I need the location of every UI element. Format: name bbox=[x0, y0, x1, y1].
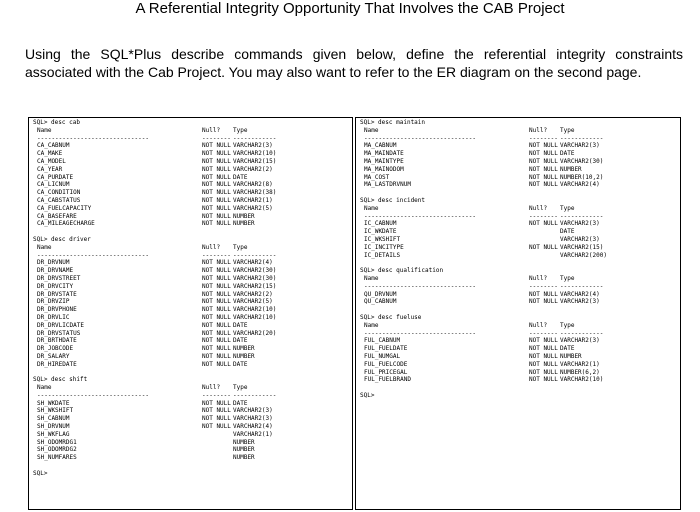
header-separator bbox=[33, 252, 352, 260]
table-row bbox=[360, 298, 680, 306]
header-name: Name bbox=[37, 384, 52, 392]
column-header-row bbox=[33, 127, 352, 135]
column-type: NUMBER bbox=[233, 345, 255, 353]
table-row bbox=[360, 166, 680, 174]
column-null: NOT NULL bbox=[202, 212, 231, 220]
column-type: NUMBER bbox=[233, 454, 255, 462]
separator-type: ------------ bbox=[233, 251, 277, 259]
column-header-row bbox=[360, 275, 680, 283]
column-type: VARCHAR2(200) bbox=[560, 251, 607, 259]
column-name: DR_DRVLIC bbox=[37, 313, 70, 321]
column-null: NOT NULL bbox=[202, 282, 231, 290]
column-header-row bbox=[33, 244, 352, 252]
column-null: NOT NULL bbox=[529, 360, 558, 368]
table-row bbox=[33, 142, 352, 150]
column-null: NOT NULL bbox=[202, 407, 231, 415]
column-null: NOT NULL bbox=[202, 306, 231, 314]
column-null: NOT NULL bbox=[202, 337, 231, 345]
column-null: NOT NULL bbox=[529, 352, 558, 360]
column-type: DATE bbox=[560, 345, 575, 353]
column-null: NOT NULL bbox=[202, 321, 231, 329]
table-row bbox=[33, 439, 352, 447]
column-null: NOT NULL bbox=[529, 376, 558, 384]
column-type: NUMBER bbox=[233, 438, 255, 446]
header-name: Name bbox=[37, 126, 52, 134]
table-row bbox=[360, 361, 680, 369]
table-row bbox=[33, 197, 352, 205]
column-type: VARCHAR2(38) bbox=[233, 189, 277, 197]
column-null: NOT NULL bbox=[529, 150, 558, 158]
table-row bbox=[33, 423, 352, 431]
column-name: SH_WKFLAG bbox=[37, 430, 70, 438]
column-null: NOT NULL bbox=[529, 181, 558, 189]
column-null: NOT NULL bbox=[202, 220, 231, 228]
separator-name: ------------------------------- bbox=[364, 282, 476, 290]
column-name: QU_CABNUM bbox=[364, 298, 397, 306]
separator-type: ------------ bbox=[560, 134, 604, 142]
header-type: Type bbox=[560, 126, 575, 134]
header-separator bbox=[33, 392, 352, 400]
column-type: VARCHAR2(4) bbox=[233, 259, 273, 267]
column-type: VARCHAR2(15) bbox=[233, 282, 277, 290]
table-row bbox=[360, 337, 680, 345]
column-type: VARCHAR2(10) bbox=[233, 306, 277, 314]
column-null: NOT NULL bbox=[202, 360, 231, 368]
column-name: DR_DRVNUM bbox=[37, 259, 70, 267]
separator-name: ------------------------------- bbox=[37, 134, 149, 142]
column-null: NOT NULL bbox=[529, 165, 558, 173]
column-type: VARCHAR2(2) bbox=[233, 165, 273, 173]
column-type: VARCHAR2(15) bbox=[560, 243, 604, 251]
header-type: Type bbox=[560, 274, 575, 282]
column-type: VARCHAR2(1) bbox=[233, 430, 273, 438]
column-type: VARCHAR2(3) bbox=[233, 407, 273, 415]
column-null: NOT NULL bbox=[202, 196, 231, 204]
header-null: Null? bbox=[202, 384, 221, 392]
sql-command: SQL> desc maintain bbox=[360, 119, 426, 126]
column-null: NOT NULL bbox=[529, 345, 558, 353]
column-name: CA_CABNUM bbox=[37, 142, 70, 150]
column-type: DATE bbox=[560, 150, 575, 158]
header-null: Null? bbox=[202, 126, 221, 134]
column-null: NOT NULL bbox=[202, 173, 231, 181]
header-null: Null? bbox=[529, 321, 548, 329]
table-row bbox=[33, 446, 352, 454]
column-type: VARCHAR2(1) bbox=[233, 196, 273, 204]
table-row bbox=[33, 174, 352, 182]
column-type: VARCHAR2(30) bbox=[560, 157, 604, 165]
column-null: NOT NULL bbox=[202, 267, 231, 275]
header-name: Name bbox=[364, 274, 379, 282]
separator-null: -------- bbox=[202, 134, 231, 142]
table-row bbox=[360, 369, 680, 377]
column-type: VARCHAR2(20) bbox=[233, 329, 277, 337]
column-name: MA_MAINDATE bbox=[364, 150, 404, 158]
column-type: VARCHAR2(5) bbox=[233, 204, 273, 212]
header-null: Null? bbox=[529, 274, 548, 282]
table-row bbox=[33, 150, 352, 158]
column-type: VARCHAR2(3) bbox=[233, 142, 273, 150]
column-type: NUMBER bbox=[233, 446, 255, 454]
header-type: Type bbox=[560, 321, 575, 329]
header-separator bbox=[360, 135, 680, 143]
column-type: VARCHAR2(15) bbox=[233, 157, 277, 165]
column-type: NUMBER(6,2) bbox=[560, 368, 600, 376]
table-row bbox=[33, 322, 352, 330]
table-row bbox=[360, 174, 680, 182]
separator-type: ------------ bbox=[233, 134, 277, 142]
column-type: VARCHAR2(3) bbox=[560, 220, 600, 228]
column-null: NOT NULL bbox=[202, 313, 231, 321]
column-name: CA_MILEAGECHARGE bbox=[37, 220, 95, 228]
column-name: DR_DRVPHONE bbox=[37, 306, 77, 314]
column-name: SH_ODOMRDG1 bbox=[37, 438, 77, 446]
separator-null: -------- bbox=[202, 391, 231, 399]
sql-prompt: SQL> bbox=[360, 391, 375, 399]
header-type: Type bbox=[560, 204, 575, 212]
column-name: IC_INCITYPE bbox=[364, 243, 404, 251]
blank-line bbox=[33, 462, 352, 470]
column-type: VARCHAR2(3) bbox=[560, 337, 600, 345]
table-row bbox=[33, 283, 352, 291]
table-row bbox=[33, 407, 352, 415]
separator-null: -------- bbox=[529, 329, 558, 337]
table-row bbox=[33, 431, 352, 439]
table-row bbox=[360, 291, 680, 299]
column-type: VARCHAR2(1) bbox=[560, 360, 600, 368]
table-row bbox=[33, 220, 352, 228]
column-name: CA_FUELCAPACITY bbox=[37, 204, 92, 212]
column-name: DR_BRTHDATE bbox=[37, 337, 77, 345]
column-type: VARCHAR2(10) bbox=[233, 313, 277, 321]
column-null: NOT NULL bbox=[202, 399, 231, 407]
column-type: VARCHAR2(3) bbox=[233, 415, 273, 423]
table-row bbox=[33, 166, 352, 174]
column-name: MA_MAINODOM bbox=[364, 165, 404, 173]
header-type: Type bbox=[233, 243, 248, 251]
column-type: VARCHAR2(3) bbox=[560, 235, 600, 243]
column-null: NOT NULL bbox=[202, 329, 231, 337]
column-name: DR_DRVSTREET bbox=[37, 274, 81, 282]
table-row bbox=[33, 415, 352, 423]
column-type: NUMBER bbox=[233, 352, 255, 360]
column-null: NOT NULL bbox=[529, 243, 558, 251]
column-type: DATE bbox=[233, 321, 248, 329]
column-name: CA_PURDATE bbox=[37, 173, 74, 181]
table-row bbox=[33, 259, 352, 267]
column-type: DATE bbox=[233, 337, 248, 345]
column-type: DATE bbox=[560, 228, 575, 236]
sql-command: SQL> desc fueluse bbox=[360, 313, 422, 321]
blank-line bbox=[360, 306, 680, 314]
table-row bbox=[360, 142, 680, 150]
column-name: DR_JOBCODE bbox=[37, 345, 74, 353]
table-row bbox=[360, 252, 680, 260]
column-null: NOT NULL bbox=[202, 150, 231, 158]
column-null: NOT NULL bbox=[529, 290, 558, 298]
header-name: Name bbox=[37, 243, 52, 251]
sql-command: SQL> desc incident bbox=[360, 196, 426, 204]
column-null: NOT NULL bbox=[529, 368, 558, 376]
table-row bbox=[33, 158, 352, 166]
column-name: DR_DRVLICDATE bbox=[37, 321, 84, 329]
separator-type: ------------ bbox=[560, 282, 604, 290]
column-name: MA_MAINTYPE bbox=[364, 157, 404, 165]
column-name: QU_DRVNUM bbox=[364, 290, 397, 298]
header-separator bbox=[360, 213, 680, 221]
column-name: CA_LICNUM bbox=[37, 181, 70, 189]
column-name: DR_DRVSTATE bbox=[37, 290, 77, 298]
column-null: NOT NULL bbox=[529, 337, 558, 345]
table-row bbox=[33, 330, 352, 338]
page-title: A Referential Integrity Opportunity That Involves the CAB Project bbox=[135, 0, 565, 17]
intro-paragraph: Using the SQL*Plus describe commands given below, define the referential integrity constraints associated with the Cab Project. You may also want to refer to the ER diagram on the second page. bbox=[25, 46, 683, 80]
header-name: Name bbox=[364, 126, 379, 134]
column-null: NOT NULL bbox=[529, 220, 558, 228]
column-type: VARCHAR2(8) bbox=[233, 181, 273, 189]
separator-type: ------------ bbox=[560, 329, 604, 337]
column-null: NOT NULL bbox=[202, 204, 231, 212]
table-row bbox=[360, 345, 680, 353]
column-null: NOT NULL bbox=[202, 157, 231, 165]
column-null: NOT NULL bbox=[529, 157, 558, 165]
separator-name: ------------------------------- bbox=[364, 212, 476, 220]
separator-null: -------- bbox=[202, 251, 231, 259]
column-null: NOT NULL bbox=[529, 142, 558, 150]
table-row bbox=[33, 275, 352, 283]
column-type: VARCHAR2(3) bbox=[560, 298, 600, 306]
column-header-row bbox=[33, 384, 352, 392]
sql-prompt: SQL> bbox=[33, 469, 48, 477]
table-row bbox=[33, 267, 352, 275]
column-name: CA_CABSTATUS bbox=[37, 196, 81, 204]
column-null: NOT NULL bbox=[529, 173, 558, 181]
table-row bbox=[360, 376, 680, 384]
column-header-row bbox=[360, 322, 680, 330]
column-name: FUL_FUELDATE bbox=[364, 345, 408, 353]
table-row bbox=[33, 205, 352, 213]
separator-name: ------------------------------- bbox=[364, 329, 476, 337]
header-separator bbox=[360, 283, 680, 291]
header-name: Name bbox=[364, 321, 379, 329]
column-name: CA_CONDITION bbox=[37, 189, 81, 197]
blank-line bbox=[360, 259, 680, 267]
column-name: CA_BASEFARE bbox=[37, 212, 77, 220]
column-type: VARCHAR2(3) bbox=[560, 142, 600, 150]
column-name: SH_NUMFARES bbox=[37, 454, 77, 462]
table-row bbox=[33, 345, 352, 353]
column-name: MA_LASTDRVNUM bbox=[364, 181, 411, 189]
table-row bbox=[33, 306, 352, 314]
separator-null: -------- bbox=[529, 212, 558, 220]
table-row bbox=[360, 181, 680, 189]
column-name: IC_DETAILS bbox=[364, 251, 401, 259]
column-name: IC_CABNUM bbox=[364, 220, 397, 228]
column-null: NOT NULL bbox=[202, 423, 231, 431]
column-header-row bbox=[360, 205, 680, 213]
column-name: MA_CABNUM bbox=[364, 142, 397, 150]
table-row bbox=[33, 213, 352, 221]
column-null: NOT NULL bbox=[202, 189, 231, 197]
column-null: NOT NULL bbox=[202, 345, 231, 353]
separator-type: ------------ bbox=[233, 391, 277, 399]
column-header-row bbox=[360, 127, 680, 135]
column-name: DR_DRVNAME bbox=[37, 267, 74, 275]
table-row bbox=[33, 454, 352, 462]
table-row bbox=[33, 337, 352, 345]
separator-name: ------------------------------- bbox=[37, 251, 149, 259]
column-null: NOT NULL bbox=[202, 290, 231, 298]
table-row bbox=[360, 353, 680, 361]
column-name: FUL_PRICEGAL bbox=[364, 368, 408, 376]
column-name: DR_HIREDATE bbox=[37, 360, 77, 368]
column-null: NOT NULL bbox=[202, 181, 231, 189]
table-row bbox=[33, 353, 352, 361]
header-null: Null? bbox=[529, 126, 548, 134]
column-name: FUL_CABNUM bbox=[364, 337, 401, 345]
sql-command: SQL> desc shift bbox=[33, 376, 88, 384]
column-name: CA_MODEL bbox=[37, 157, 66, 165]
sqlplus-output-right bbox=[355, 117, 681, 510]
table-row bbox=[33, 314, 352, 322]
blank-line bbox=[360, 384, 680, 392]
table-row bbox=[360, 220, 680, 228]
header-type: Type bbox=[233, 126, 248, 134]
table-row bbox=[360, 244, 680, 252]
column-name: FUL_FUELBRAND bbox=[364, 376, 411, 384]
table-row bbox=[360, 228, 680, 236]
table-row bbox=[33, 291, 352, 299]
column-type: VARCHAR2(4) bbox=[560, 181, 600, 189]
table-row bbox=[360, 236, 680, 244]
separator-name: ------------------------------- bbox=[37, 391, 149, 399]
table-row bbox=[360, 150, 680, 158]
column-type: NUMBER bbox=[560, 352, 582, 360]
sqlplus-output-left bbox=[28, 117, 353, 510]
column-null: NOT NULL bbox=[202, 142, 231, 150]
column-type: VARCHAR2(2) bbox=[233, 290, 273, 298]
separator-name: ------------------------------- bbox=[364, 134, 476, 142]
column-null: NOT NULL bbox=[202, 352, 231, 360]
column-type: VARCHAR2(4) bbox=[233, 423, 273, 431]
column-name: DR_DRVZIP bbox=[37, 298, 70, 306]
table-row bbox=[33, 181, 352, 189]
column-name: MA_COST bbox=[364, 173, 390, 181]
column-type: NUMBER bbox=[560, 165, 582, 173]
blank-line bbox=[33, 369, 352, 377]
column-name: DR_SALARY bbox=[37, 352, 70, 360]
column-type: NUMBER(10,2) bbox=[560, 173, 604, 181]
column-type: VARCHAR2(10) bbox=[560, 376, 604, 384]
separator-null: -------- bbox=[529, 282, 558, 290]
column-type: DATE bbox=[233, 173, 248, 181]
column-type: VARCHAR2(30) bbox=[233, 274, 277, 282]
column-null: NOT NULL bbox=[202, 274, 231, 282]
header-separator bbox=[33, 135, 352, 143]
blank-line bbox=[360, 189, 680, 197]
column-null: NOT NULL bbox=[202, 165, 231, 173]
column-null: NOT NULL bbox=[202, 298, 231, 306]
sql-command: SQL> desc cab bbox=[33, 119, 80, 126]
sql-command: SQL> desc qualification bbox=[360, 267, 444, 275]
column-type: DATE bbox=[233, 399, 248, 407]
column-null: NOT NULL bbox=[202, 259, 231, 267]
column-name: IC_WKDATE bbox=[364, 228, 397, 236]
column-name: IC_WKSHIFT bbox=[364, 235, 401, 243]
separator-null: -------- bbox=[529, 134, 558, 142]
column-name: CA_YEAR bbox=[37, 165, 63, 173]
table-row bbox=[33, 400, 352, 408]
separator-type: ------------ bbox=[560, 212, 604, 220]
column-type: VARCHAR2(30) bbox=[233, 267, 277, 275]
column-name: DR_DRVCITY bbox=[37, 282, 74, 290]
blank-line bbox=[33, 228, 352, 236]
column-type: VARCHAR2(4) bbox=[560, 290, 600, 298]
column-name: SH_ODOMRDG2 bbox=[37, 446, 77, 454]
sql-command: SQL> desc driver bbox=[33, 235, 91, 243]
header-type: Type bbox=[233, 384, 248, 392]
table-row bbox=[33, 361, 352, 369]
column-name: SH_CABNUM bbox=[37, 415, 70, 423]
column-type: VARCHAR2(5) bbox=[233, 298, 273, 306]
column-type: NUMBER bbox=[233, 220, 255, 228]
column-name: CA_MAKE bbox=[37, 150, 63, 158]
column-name: SH_WKDATE bbox=[37, 399, 70, 407]
table-row bbox=[33, 189, 352, 197]
column-name: FUL_FUELCODE bbox=[364, 360, 408, 368]
column-type: VARCHAR2(10) bbox=[233, 150, 277, 158]
column-name: DR_DRVSTATUS bbox=[37, 329, 81, 337]
header-null: Null? bbox=[202, 243, 221, 251]
column-name: SH_WKSHIFT bbox=[37, 407, 74, 415]
column-name: FUL_NUMGAL bbox=[364, 352, 401, 360]
column-type: DATE bbox=[233, 360, 248, 368]
column-null: NOT NULL bbox=[529, 298, 558, 306]
table-row bbox=[33, 298, 352, 306]
table-row bbox=[360, 158, 680, 166]
header-separator bbox=[360, 330, 680, 338]
column-null: NOT NULL bbox=[202, 415, 231, 423]
column-name: SH_DRVNUM bbox=[37, 423, 70, 431]
column-type: NUMBER bbox=[233, 212, 255, 220]
header-name: Name bbox=[364, 204, 379, 212]
header-null: Null? bbox=[529, 204, 548, 212]
